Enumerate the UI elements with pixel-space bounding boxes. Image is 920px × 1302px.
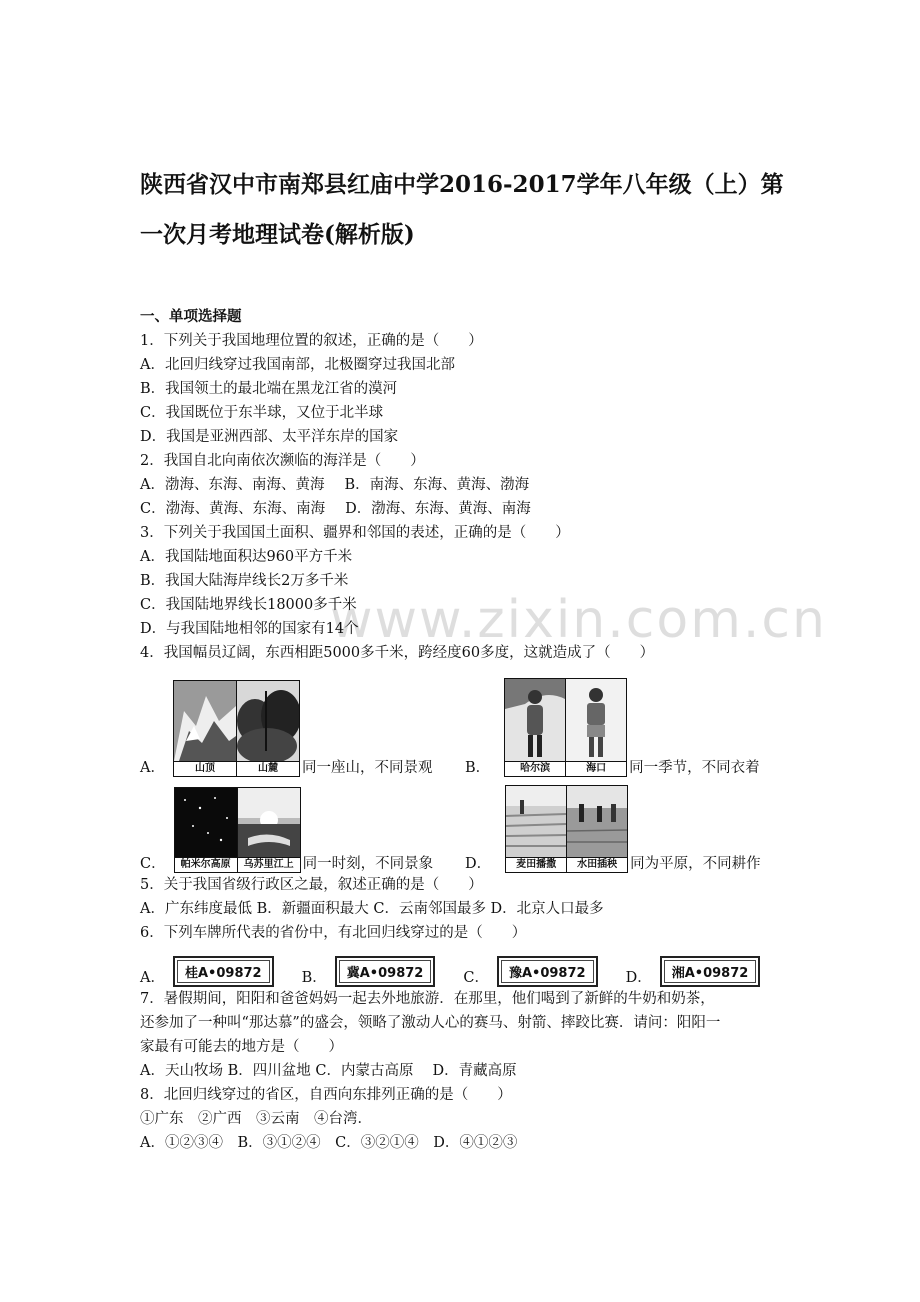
q6-stem: 6．下列车牌所代表的省份中，有北回归线穿过的是（ ）: [140, 925, 527, 941]
q3-option-d: D．与我国陆地相邻的国家有14个: [140, 621, 359, 637]
question-list: [140, 305, 790, 1155]
q4-d-label: D．: [465, 856, 492, 872]
q4-a-caption-1: 山顶: [174, 761, 236, 776]
q8-stem: 8．北回归线穿过的省区，自西向东排列正确的是（ ）: [140, 1087, 512, 1103]
harbin-person-image: [505, 679, 566, 776]
q2-option-a: A．渤海、东海、南海、黄海: [140, 477, 325, 493]
q7-line-2: 还参加了一种叫“那达慕”的盛会，领略了激动人心的赛马、射箭、摔跤比赛．请问：阳阳一: [140, 1015, 721, 1031]
q1-option-d: D．我国是亚洲西部、太平洋东岸的国家: [140, 429, 399, 445]
q7-line-1: 7．暑假期间，阳阳和爸爸妈妈一起去外地旅游．在那里，他们喝到了新鲜的牛奶和奶茶，: [140, 991, 715, 1007]
q5-options: A．广东纬度最低 B．新疆面积最大 C．云南邻国最多 D．北京人口最多: [140, 901, 604, 917]
q3-option-c: C．我国陆地界线长18000多千米: [140, 597, 357, 613]
q4-a-label: A．: [140, 760, 165, 776]
q4-b-photo: [504, 678, 627, 777]
q6-a-label: A．: [140, 970, 165, 986]
q2-option-b: B．南海、东海、黄海、渤海: [344, 477, 530, 493]
q4-b-label: B．: [465, 760, 491, 776]
mountain-foot-image: [237, 681, 299, 776]
q3-stem: 3．下列关于我国国土面积、疆界和邻国的表述，正确的是（ ）: [140, 525, 570, 541]
q4-option-b: [465, 678, 760, 777]
q2-options-cd: [140, 497, 790, 521]
q1-option-c: C．我国既位于东半球，又位于北半球: [140, 405, 384, 421]
q1-option-b: B．我国领土的最北端在黑龙江省的漠河: [140, 381, 398, 397]
q6-b-label: B．: [301, 970, 327, 986]
haikou-person-image: [566, 679, 626, 776]
q6-plates: [140, 945, 790, 987]
q7-line-3: 家最有可能去的地方是（ ）: [140, 1039, 343, 1055]
q4-d-text: 同为平原，不同耕作: [630, 856, 761, 872]
q6-a-plate: 桂A•09872: [173, 956, 274, 987]
q4-b-caption-1: 哈尔滨: [505, 761, 565, 776]
section-heading: 一、单项选择题: [140, 308, 242, 325]
q4-row-ab: [140, 665, 790, 777]
q1-option-a: A．北回归线穿过我国南部，北极圈穿过我国北部: [140, 357, 455, 373]
q4-c-text: 同一时刻，不同景象: [302, 856, 434, 872]
q4-option-a: [140, 680, 475, 777]
document-title: 陕西省汉中市南郑县红庙中学2016-2017学年八年级（上）第一次月考地理试卷(解析版): [140, 171, 784, 248]
wusuli-sunrise-image: [238, 788, 300, 872]
q6-d-label: D．: [625, 970, 652, 986]
q4-d-photo: [505, 785, 628, 873]
q8-items: ①广东 ②广西 ③云南 ④台湾．: [140, 1111, 372, 1127]
q6-c-plate: 豫A•09872: [497, 956, 598, 987]
q4-a-caption-2: 山麓: [237, 761, 299, 776]
q6-b-plate: 冀A•09872: [335, 956, 436, 987]
q2-option-c: C．渤海、黄海、东海、南海: [140, 501, 326, 517]
q5-stem: 5．关于我国省级行政区之最，叙述正确的是（ ）: [140, 877, 483, 893]
q4-c-label: C．: [140, 856, 166, 872]
q4-c-caption-1: 帕米尔高原: [175, 857, 237, 872]
q3-option-a: A．我国陆地面积达960平方千米: [140, 549, 353, 565]
q4-option-c: [140, 787, 475, 873]
q4-b-text: 同一季节，不同衣着: [629, 760, 760, 776]
q8-options: A．①②③④ B．③①②④ C．③②①④ D．④①②③: [140, 1135, 518, 1151]
q2-stem: 2．我国自北向南依次濒临的海洋是（ ）: [140, 453, 425, 469]
q4-stem: 4．我国幅员辽阔，东西相距5000多千米，跨经度60多度，这就造成了（ ）: [140, 645, 655, 661]
q4-b-caption-2: 海口: [566, 761, 626, 776]
q4-d-caption-1: 麦田播撒: [506, 857, 566, 872]
q4-row-cd: [140, 777, 790, 873]
q4-c-photo: [174, 787, 301, 873]
q2-options-ab: [140, 473, 790, 497]
q4-d-caption-2: 水田插秧: [567, 857, 627, 872]
q2-option-d: D．渤海、东海、黄海、南海: [345, 501, 531, 517]
q4-a-text: 同一座山，不同景观: [301, 760, 433, 776]
q4-c-caption-2: 乌苏里江上: [238, 857, 300, 872]
q4-option-d: [465, 785, 761, 873]
rice-paddy-image: [567, 786, 627, 872]
mountain-top-image: [174, 681, 237, 776]
pamir-night-image: [175, 788, 238, 872]
watermark: www.zixin.com.cn: [330, 590, 827, 650]
q6-d-plate: 湘A•09872: [660, 956, 761, 987]
wheat-field-image: [506, 786, 567, 872]
q4-a-photo: [173, 680, 300, 777]
q6-c-label: C．: [463, 970, 489, 986]
q1-stem: 1．下列关于我国地理位置的叙述，正确的是（ ）: [140, 333, 483, 349]
q3-option-b: B．我国大陆海岸线长2万多千米: [140, 573, 349, 589]
q7-options: A．天山牧场 B．四川盆地 C．内蒙古高原 D．青藏高原: [140, 1063, 517, 1079]
